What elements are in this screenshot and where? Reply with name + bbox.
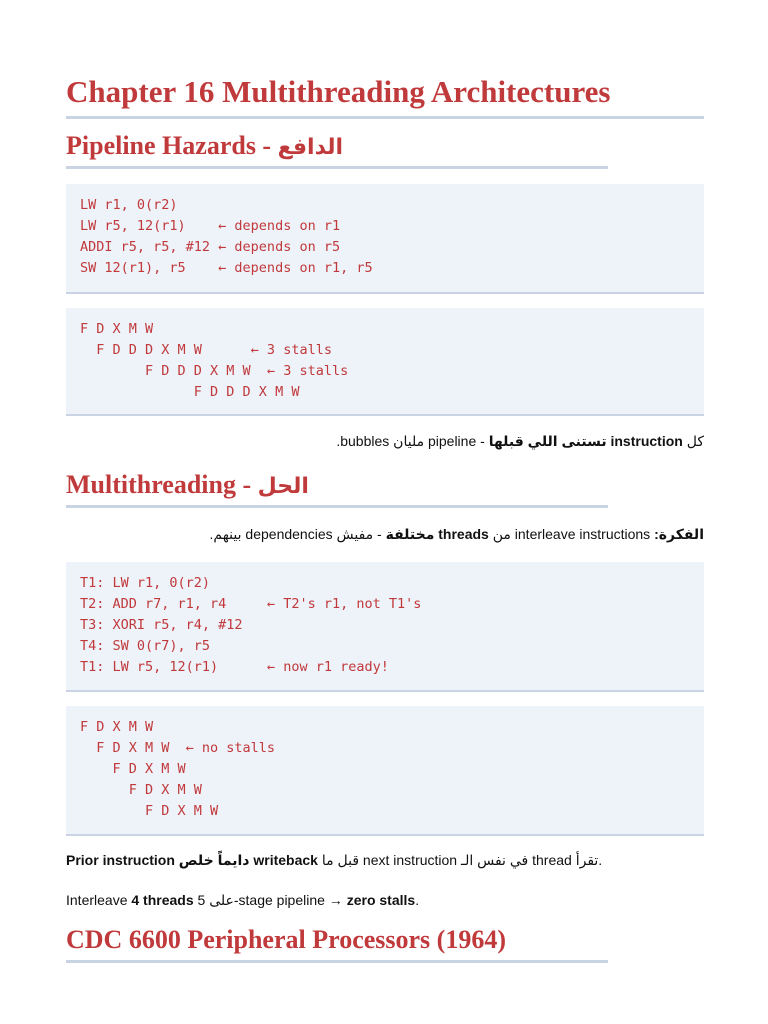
chapter-title: Chapter 16 Multithreading Architectures (66, 74, 704, 119)
paragraph-writeback: Prior instruction دايماً خلص writeback قبل ما next instruction في نفس الـ thread تقرأ. (66, 852, 603, 868)
paragraph-stalls-explanation: كل instruction تستنى اللي قبلها - pipeline مليان bubbles. (336, 433, 704, 449)
code-line: T4: SW 0(r7), r5 (80, 638, 211, 654)
code-line: T1: LW r1, 0(r2) (80, 575, 211, 591)
code-line: LW r5, 12(r1) ← depends on r1 (80, 218, 341, 234)
section-heading-multithreading (66, 470, 608, 508)
code-block-dependencies (66, 184, 704, 294)
section-heading-cdc-6600: CDC 6600 Peripheral Processors (1964) (66, 925, 608, 963)
code-line: T1: LW r5, 12(r1) ← now r1 ready! (80, 659, 389, 675)
code-line: F D X M W (80, 782, 202, 798)
code-line: T2: ADD r7, r1, r4 ← T2's r1, not T1's (80, 596, 422, 612)
code-block-thread-interleave (66, 562, 704, 692)
code-line: F D X M W ← no stalls (80, 740, 276, 756)
code-line: F D X M W (80, 803, 219, 819)
code-line: ADDI r5, r5, #12 ← depends on r5 (80, 239, 341, 255)
section-heading-ar: الدافع (277, 135, 344, 160)
code-line: F D X M W (80, 321, 154, 337)
paragraph-idea: الفكرة: interleave instructions من threads مختلفة - مفيش dependencies بينهم. (209, 526, 704, 542)
paragraph-zero-stalls: Interleave 4 threads على 5-stage pipeline → zero stalls. (66, 892, 420, 908)
section-heading-en: Multithreading - (66, 470, 258, 499)
code-line: F D X M W (80, 719, 154, 735)
code-line: F D D D X M W ← 3 stalls (80, 363, 349, 379)
section-heading-en: Pipeline Hazards - (66, 131, 278, 160)
section-heading-pipeline-hazards (66, 131, 608, 169)
section-heading-ar: الحل (257, 474, 309, 499)
code-block-stall-timeline (66, 308, 704, 416)
code-line: LW r1, 0(r2) (80, 197, 178, 213)
code-line: T3: XORI r5, r4, #12 (80, 617, 243, 633)
code-line: SW 12(r1), r5 ← depends on r1, r5 (80, 260, 373, 276)
code-block-no-stall-timeline (66, 706, 704, 836)
code-line: F D X M W (80, 761, 186, 777)
code-line: F D D D X M W (80, 384, 300, 400)
code-line: F D D D X M W ← 3 stalls (80, 342, 332, 358)
